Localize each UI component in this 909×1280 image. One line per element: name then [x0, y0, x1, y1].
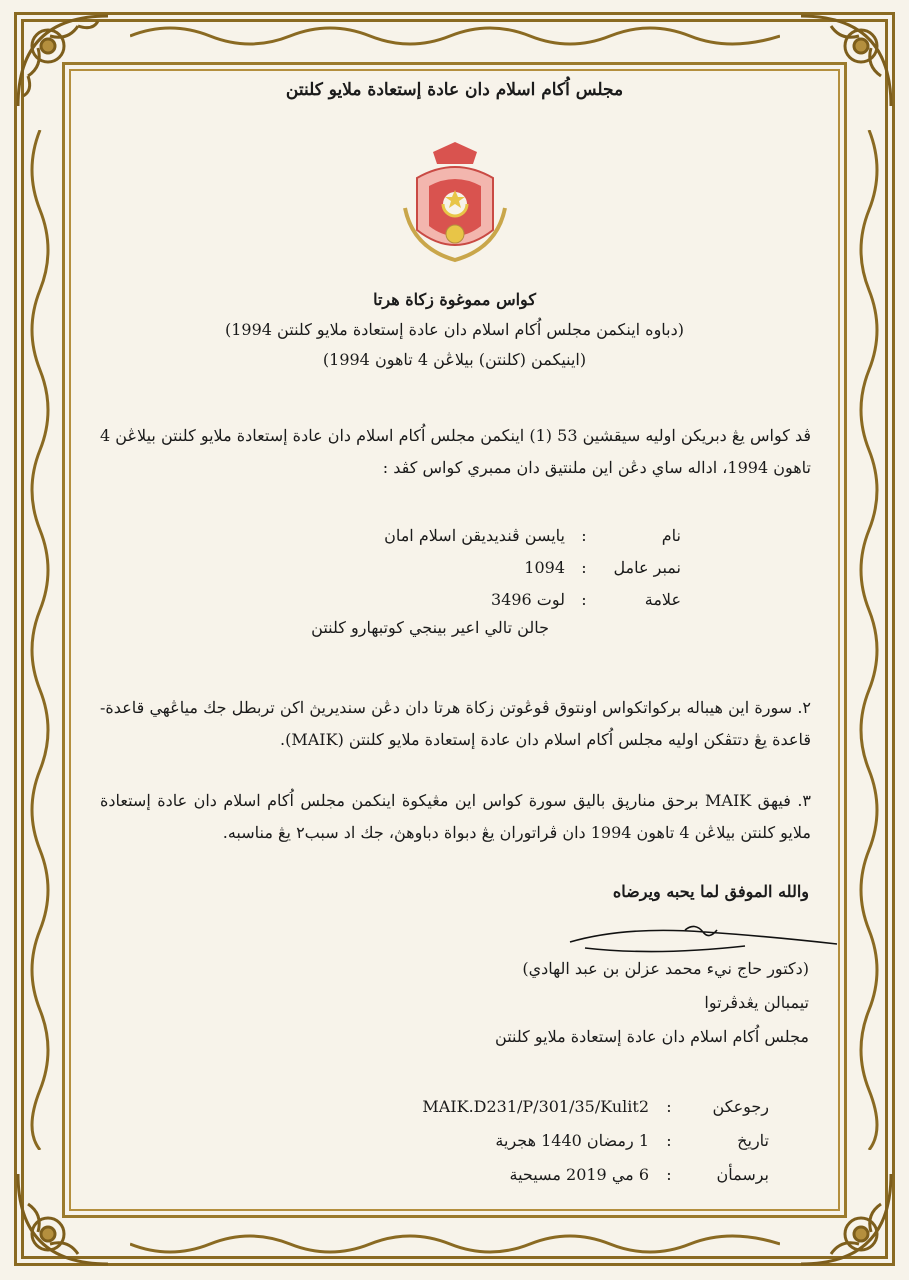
detail-value: لوت 3496	[490, 590, 565, 609]
detail-key: نمبر عامل	[613, 558, 681, 577]
vine-ornament-icon	[851, 130, 887, 1150]
issuer-header: مجلس اُکام اسلام دان عادة إستعادة ملايو كلنتن	[285, 80, 624, 100]
detail-colon: :	[581, 590, 587, 609]
title-line-3: (اينيكمن (كلنتن) بيلاڠن 4 تاهون 1994)	[322, 350, 587, 369]
signatory-role: تيمبالن يڠدڤرتوا	[704, 993, 809, 1012]
corner-ornament-icon	[791, 6, 901, 116]
clause-3: ٣. فيهق MAIK برحق منارڽق باليق سورة كواس اين مڠيكوة اينكمن مجلس اُکام اسلام دان عادة إستعادة ملايو كلنتن بيلاڠن 4 تاهون 1994 دان ڤراتوران يڠ دبواة دباوهڽ، جك اد سبب٢ يڠ مناسبه.	[100, 791, 811, 842]
corner-ornament-icon	[791, 1164, 901, 1274]
date-hijri: 1 رمضان 1440 هجرية	[495, 1131, 649, 1150]
document-title	[120, 285, 789, 375]
gregorian-label: برسمأن	[716, 1165, 769, 1184]
signatory-block	[495, 952, 809, 1054]
date-label: تاريخ	[737, 1131, 769, 1150]
detail-colon: :	[581, 526, 587, 545]
title-line-2: (دباوه اينكمن مجلس اُکام اسلام دان عادة إستعادة ملايو كلنتن 1994)	[225, 320, 684, 339]
date-gregorian: 6 مي 2019 مسيحية	[509, 1165, 649, 1184]
recipient-details	[261, 520, 681, 616]
vine-ornament-icon	[130, 1226, 780, 1262]
clause-2: ٢. سورة اين هيباله بركواتكواس اونتوق ڤوڠوتن زكاة هرتا دان دڠن سنديريڽ اكن تربطل جك مياڠهي قاعدة-قاعدة يڠ دتتڤكن اوليه مجلس اُکام اسلام دان عادة إستعادة ملايو كلنتن (MAIK).	[100, 698, 811, 749]
signatory-org: مجلس اُکام اسلام دان عادة إستعادة ملايو كلنتن	[495, 1027, 809, 1046]
address-line: جالن تالي اعير بينجي كوتبهارو كلنتن	[311, 618, 549, 637]
gregorian-row	[330, 1158, 769, 1192]
closing-phrase: والله الموفق لما يحبه ويرضاه	[612, 882, 809, 901]
intro-paragraph: ڤد كواس يڠ دبريكن اوليه سيقشين 53 (1) اينكمن مجلس اُکام اسلام دان عادة إستعادة ملايو كلنتن بيلاڠن 4 تاهون 1994، اداله ساي دڠن اين ملنتيق دان ممبري كواس كڤد :	[100, 426, 812, 477]
council-crest-icon	[395, 138, 515, 268]
gregorian-colon: :	[666, 1165, 672, 1184]
detail-value: 1094	[524, 558, 565, 577]
reference-value: MAIK.D231/P/301/35/Kulit2	[422, 1097, 649, 1116]
date-row	[330, 1124, 769, 1158]
title-line-1: كواس مموغوة زكاة هرتا	[373, 290, 536, 309]
reference-colon: :	[666, 1097, 672, 1116]
detail-value: يايسن ڤنديديقن اسلام امان	[384, 526, 565, 545]
detail-key: نام	[661, 526, 681, 545]
date-colon: :	[666, 1131, 672, 1150]
vine-ornament-icon	[130, 18, 780, 54]
corner-ornament-icon	[8, 1164, 118, 1274]
corner-ornament-icon	[8, 6, 118, 116]
detail-row	[261, 584, 681, 616]
vine-ornament-icon	[22, 130, 58, 1150]
detail-row	[261, 520, 681, 552]
detail-row	[261, 552, 681, 584]
detail-key: علامة	[644, 590, 681, 609]
reference-label: رجوعكن	[712, 1097, 769, 1116]
signatory-name: (دكتور حاج نيء محمد عزلن بن عبد الهادي)	[522, 959, 809, 978]
reference-block	[330, 1090, 769, 1192]
reference-row	[330, 1090, 769, 1124]
detail-colon: :	[581, 558, 587, 577]
